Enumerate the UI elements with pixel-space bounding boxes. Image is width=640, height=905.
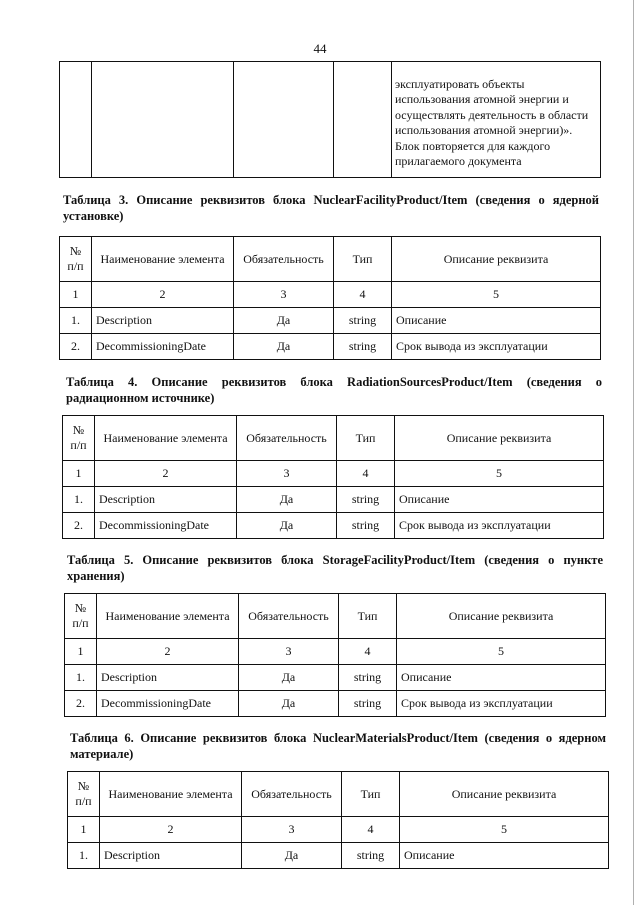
column-header: Описание реквизита: [392, 237, 601, 282]
table-cell: 2: [97, 639, 239, 665]
table-cell: 4: [334, 282, 392, 308]
column-header: Описание реквизита: [395, 416, 604, 461]
column-header: Описание реквизита: [397, 594, 606, 639]
table-cell: 5: [395, 461, 604, 487]
table-row: [65, 691, 606, 717]
continuation-text-content: эксплуатировать объекты использования атомной энергии и осуществлять деятельность в области использования атомной энергии)». Блок повторяется для каждого прилагаемого документа: [395, 76, 589, 168]
table-cell: 1.: [63, 487, 95, 513]
table-cell: DecommissioningDate: [97, 691, 239, 717]
table-cell: Описание: [392, 308, 601, 334]
table-header-row: [63, 416, 604, 461]
table-row: [63, 487, 604, 513]
table-cell: Описание: [400, 843, 609, 869]
attributes-table: [67, 771, 609, 869]
attributes-table: [59, 236, 601, 360]
table-row: [68, 843, 609, 869]
table-cell: 1: [60, 282, 92, 308]
table-cell: 4: [337, 461, 395, 487]
table-cell: Да: [234, 308, 334, 334]
table-header-row: [60, 237, 601, 282]
column-header: Обязательность: [242, 772, 342, 817]
table-cell: 4: [342, 817, 400, 843]
table-cell: 5: [392, 282, 601, 308]
table-cell: 2: [100, 817, 242, 843]
table-cell: 1.: [60, 308, 92, 334]
column-header: Обязательность: [239, 594, 339, 639]
table-cell: Да: [234, 334, 334, 360]
table-row: [63, 513, 604, 539]
table-row: [60, 62, 601, 178]
column-number-row: [63, 461, 604, 487]
table-caption: Таблица 3. Описание реквизитов блока NuclearFacilityProduct/Item (сведения о ядерной установке): [63, 193, 599, 223]
table-cell: [92, 62, 234, 178]
table-cell: 3: [234, 282, 334, 308]
table-cell: Да: [242, 843, 342, 869]
column-number-row: [65, 639, 606, 665]
column-header: Описание реквизита: [400, 772, 609, 817]
table-cell: 3: [239, 639, 339, 665]
table-cell: Description: [100, 843, 242, 869]
continuation-table: [59, 61, 601, 178]
table-cell: [60, 62, 92, 178]
table-cell: string: [334, 334, 392, 360]
column-header: № п/п: [63, 416, 95, 461]
column-number-row: [60, 282, 601, 308]
table-cell: 2: [95, 461, 237, 487]
table-cell: Да: [237, 487, 337, 513]
table-caption: Таблица 5. Описание реквизитов блока StorageFacilityProduct/Item (сведения о пункте хранения): [67, 553, 603, 583]
column-header: Наименование элемента: [97, 594, 239, 639]
column-header: Наименование элемента: [100, 772, 242, 817]
column-header: Обязательность: [234, 237, 334, 282]
table-cell: string: [342, 843, 400, 869]
table-cell: string: [334, 308, 392, 334]
table-cell: 2.: [65, 691, 97, 717]
table-cell: 1: [63, 461, 95, 487]
column-header: № п/п: [65, 594, 97, 639]
table-cell: Да: [237, 513, 337, 539]
table-cell: DecommissioningDate: [92, 334, 234, 360]
table-header-row: [68, 772, 609, 817]
table-cell: 1.: [65, 665, 97, 691]
table-cell: string: [339, 665, 397, 691]
table-cell: Description: [92, 308, 234, 334]
attributes-table: [64, 593, 606, 717]
table-cell: Срок вывода из эксплуатации: [392, 334, 601, 360]
table-row: [60, 308, 601, 334]
column-header: Тип: [337, 416, 395, 461]
table-cell: [234, 62, 334, 178]
table-cell: 2: [92, 282, 234, 308]
continuation-text: [392, 62, 601, 178]
column-header: Наименование элемента: [92, 237, 234, 282]
table-cell: 1.: [68, 843, 100, 869]
column-number-row: [68, 817, 609, 843]
page-number: 44: [313, 41, 327, 56]
table-cell: 4: [339, 639, 397, 665]
table-cell: Описание: [397, 665, 606, 691]
table-cell: Срок вывода из эксплуатации: [397, 691, 606, 717]
table-caption: Таблица 4. Описание реквизитов блока RadiationSourcesProduct/Item (сведения о радиационном источнике): [66, 375, 602, 405]
table-cell: 3: [242, 817, 342, 843]
attributes-table: [62, 415, 604, 539]
table-cell: 1: [68, 817, 100, 843]
column-header: Тип: [339, 594, 397, 639]
column-header: Обязательность: [237, 416, 337, 461]
table-caption: Таблица 6. Описание реквизитов блока NuclearMaterialsProduct/Item (сведения о ядерном материале): [70, 731, 606, 761]
table-cell: string: [339, 691, 397, 717]
table-cell: DecommissioningDate: [95, 513, 237, 539]
table-row: [65, 665, 606, 691]
table-cell: Да: [239, 665, 339, 691]
column-header: № п/п: [60, 237, 92, 282]
table-cell: string: [337, 487, 395, 513]
table-cell: Срок вывода из эксплуатации: [395, 513, 604, 539]
table-cell: 2.: [60, 334, 92, 360]
table-cell: Да: [239, 691, 339, 717]
table-cell: Description: [97, 665, 239, 691]
table-cell: 5: [400, 817, 609, 843]
column-header: Тип: [334, 237, 392, 282]
column-header: Наименование элемента: [95, 416, 237, 461]
table-cell: 3: [237, 461, 337, 487]
column-header: Тип: [342, 772, 400, 817]
table-cell: string: [337, 513, 395, 539]
table-cell: 5: [397, 639, 606, 665]
table-cell: Описание: [395, 487, 604, 513]
column-header: № п/п: [68, 772, 100, 817]
table-cell: 2.: [63, 513, 95, 539]
table-cell: Description: [95, 487, 237, 513]
table-row: [60, 334, 601, 360]
table-cell: [334, 62, 392, 178]
table-cell: 1: [65, 639, 97, 665]
page-edge-line: [633, 0, 634, 905]
table-header-row: [65, 594, 606, 639]
